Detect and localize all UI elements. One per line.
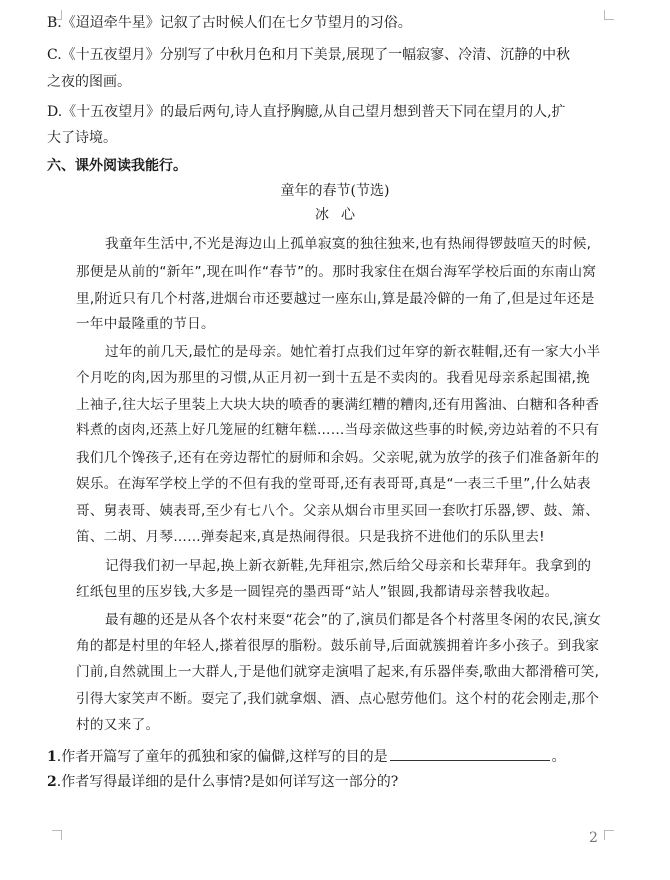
article-line: 最有趣的还是从各个农村来耍“花会”的了,演员们都是各个村落里冬闲的农民,演女 <box>105 612 602 628</box>
article-line: 村的又来了。 <box>76 717 160 733</box>
article-line: 过年的前几天,最忙的是母亲。她忙着打点我们过年穿的新衣鞋帽,还有一家大小半 <box>105 344 601 360</box>
article-line: 我童年生活中,不光是海边山上孤单寂寞的独往独来,也有热闹得锣鼓喧天的时候, <box>105 236 592 252</box>
article-title: 童年的春节(节选) <box>280 183 390 199</box>
article-author: 冰心 <box>315 207 367 223</box>
article-line: 笛、二胡、月琴……弹奏起来,真是热闹得很。只是我挤不进他们的乐队里去! <box>76 529 545 545</box>
article-line: 里,附近只有几个村落,进烟台市还要越过一座东山,算是最冷僻的一角了,但是过年还是 <box>76 291 595 307</box>
section-heading: 六、课外阅读我能行。 <box>47 158 187 174</box>
crop-mark-top-right <box>604 10 614 20</box>
crop-mark-bottom-left <box>52 830 62 840</box>
article-line: 个月吃的肉,因为那里的习惯,从正月初一到十五是不卖肉的。我看见母亲系起围裙,挽 <box>76 370 591 386</box>
article-line: 角的都是村里的年轻人,搽着很厚的脂粉。鼓乐前导,后面就簇拥着许多小孩子。到我家 <box>76 638 600 654</box>
article-line: 我们几个馋孩子,还有在旁边帮忙的厨师和余妈。父亲呢,就为放学的孩子们准备新年的 <box>76 450 600 466</box>
article-line: 上袖子,往大坛子里装上大块大块的喷香的裹满红糟的糟肉,还有用酱油、白糖和各种香 <box>76 397 600 413</box>
option-c-line-1: C.《十五夜望月》分别写了中秋月色和月下美景,展现了一幅寂寥、冷清、沉静的中秋 <box>47 47 571 63</box>
page-number: 2 <box>589 830 598 846</box>
option-d-line-1: D.《十五夜望月》的最后两句,诗人直抒胸臆,从自己望月想到普天下同在望月的人,扩 <box>47 104 566 120</box>
question-2 <box>47 772 398 792</box>
question-1 <box>47 746 566 767</box>
question-1-text: .作者开篇写了童年的孤独和家的偏僻,这样写的目的是 <box>56 749 388 765</box>
option-b: B.《迢迢牵牛星》记叙了古时候人们在七夕节望月的习俗。 <box>47 15 412 31</box>
question-1-number: 1 <box>47 749 57 765</box>
crop-mark-bottom-right <box>604 830 614 840</box>
option-d-line-2: 大了诗境。 <box>47 130 117 146</box>
article-line: 红纸包里的压岁钱,大多是一圆锃亮的墨西哥“站人”银圆,我都请母亲替我收起。 <box>76 584 559 600</box>
article-line: 一年中最隆重的节日。 <box>76 316 215 332</box>
article-line: 娱乐。在海军学校上学的不但有我的堂哥哥,还有表哥哥,真是“一表三千里”,什么姑表 <box>76 476 591 492</box>
article-line: 哥、舅表哥、姨表哥,至少有七八个。父亲从烟台市里买回一套吹打乐器,锣、鼓、箫、 <box>76 503 600 519</box>
question-1-end: 。 <box>551 749 566 765</box>
article-line: 料煮的卤肉,还蒸上好几笼屉的红糖年糕……当母亲做这些事的时候,旁边站着的不只有 <box>76 422 600 438</box>
article-line: 引得大家笑声不断。耍完了,我们就拿烟、酒、点心慰劳他们。这个村的花会刚走,那个 <box>76 691 600 707</box>
article-line: 记得我们初一早起,换上新衣新鞋,先拜祖宗,然后给父母亲和长辈拜年。我拿到的 <box>105 558 592 574</box>
question-2-text: .作者写得最详细的是什么事情?是如何详写这一部分的? <box>56 774 399 790</box>
question-2-number: 2 <box>47 774 57 790</box>
option-c-line-2: 之夜的图画。 <box>47 74 131 90</box>
answer-blank[interactable] <box>390 746 550 761</box>
article-line: 那便是从前的“新年”,现在叫作“春节”的。那时我家住在烟台海军学校后面的东南山窝 <box>76 264 597 280</box>
article-line: 门前,自然就围上一大群人,于是他们就穿走演唱了起来,有乐器伴奏,歌曲大都滑稽可笑, <box>76 664 600 680</box>
